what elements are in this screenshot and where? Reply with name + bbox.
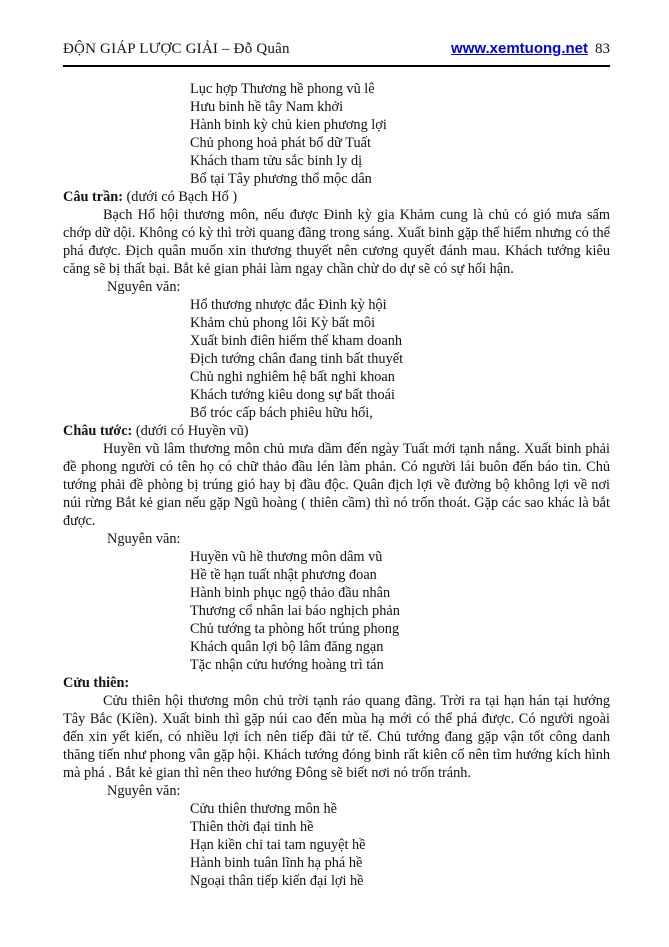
section-verse (190, 548, 610, 674)
verse-line: Chủ tướng ta phòng hốt trúng phong (190, 621, 400, 637)
section-paragraph: Bạch Hổ hội thương môn, nếu được Đinh kỳ gia Khảm cung là chủ có gió mưa sấm chớp dữ dội. Không có kỳ thì trời quang đãng trong sáng. Xuất binh gặp thế hiểm nhưng có thể phá được. Địch quân muốn xin thương thuyết nên cương quyết đánh mau. Khách tướng kiêu căng sẽ bị thất bại. Bắt kẻ gian phải làm ngay chần chừ do dự sẽ có sự hối hận. (63, 207, 610, 277)
verse-line: Chủ nghi nghiêm hệ bất nghi khoan (190, 369, 395, 385)
verse-line: Hành binh kỳ chủ kien phương lợi (190, 117, 387, 133)
section-cuu-thien (63, 674, 610, 890)
verse-line: Xuất binh điên hiểm thế kham doanh (190, 333, 403, 349)
section-label: Cửu thiên: (63, 675, 130, 691)
website-link[interactable]: www.xemtuong.net (451, 40, 588, 57)
section-verse (190, 296, 610, 422)
section-cau-tran (63, 188, 610, 422)
section-chau-tuoc (63, 422, 610, 674)
verse-line: Hạn kiền chi tai tam nguyệt hề (190, 837, 366, 853)
verse-line: Địch tướng chân đang tinh bất thuyết (190, 351, 404, 367)
verse-line: Cửu thiên thương môn hề (190, 801, 337, 817)
section-heading (63, 188, 610, 206)
verse-line: Hề tề hạn tuất nhật phương đoan (190, 567, 377, 583)
verse-line: Bổ tróc cấp bách phiêu hữu hối, (190, 405, 373, 421)
section-label: Châu tước: (63, 423, 133, 439)
nguyen-van-label: Nguyên văn: (107, 531, 181, 547)
intro-verse (190, 80, 610, 188)
verse-line: Thiên thời đại tinh hề (190, 819, 314, 835)
header-divider (63, 65, 610, 67)
verse-line: Bổ tại Tây phương thổ mộc dân (190, 171, 372, 187)
section-label-note: (dưới có Bạch Hổ ) (122, 189, 238, 205)
section-label-note: (dưới có Huyền vũ) (132, 423, 249, 439)
verse-line: Hưu binh hề tây Nam khởi (190, 99, 344, 115)
verse-line: Hành binh phục ngộ thảo đầu nhân (190, 585, 391, 601)
section-heading (63, 422, 610, 440)
nguyen-van-label: Nguyên văn: (107, 783, 181, 799)
section-heading (63, 674, 610, 692)
verse-line: Khảm chủ phong lôi Kỳ bất môi (190, 315, 376, 331)
page-header (63, 40, 610, 58)
verse-line: Khách tham tửu sắc binh ly dị (190, 153, 363, 169)
verse-line: Ngoại thân tiếp kiến đại lợi hề (190, 873, 364, 889)
verse-line: Khách tướng kiêu dong sự bất thoái (190, 387, 395, 403)
section-verse (190, 800, 610, 890)
verse-line: Chủ phong hoả phát bổ dữ Tuất (190, 135, 371, 151)
header-right (451, 40, 610, 58)
nguyen-van-label: Nguyên văn: (107, 279, 181, 295)
page-number: 83 (595, 41, 610, 57)
document-title: ĐỘN GIÁP LƯỢC GIẢI – Đỗ Quân (63, 41, 290, 57)
document-content (63, 80, 610, 890)
verse-line: Hành binh tuân lĩnh hạ phá hề (190, 855, 363, 871)
verse-line: Lục hợp Thương hề phong vũ lê (190, 81, 375, 97)
verse-line: Tặc nhận cửu hướng hoàng trì tán (190, 657, 384, 673)
verse-line: Huyền vũ hề thương môn dâm vũ (190, 549, 383, 565)
verse-line: Khách quân lợi bộ lâm đăng ngạn (190, 639, 384, 655)
section-label: Câu trần: (63, 189, 123, 205)
verse-line: Hổ thương nhược đắc Đinh kỳ hội (190, 297, 387, 313)
verse-line: Thương cổ nhân lai báo nghịch phản (190, 603, 400, 619)
section-paragraph: Huyền vũ lâm thương môn chủ mưa dầm đến ngày Tuất mới tạnh nắng. Xuất binh phải đề phong người có tên họ có chữ thảo đầu lén làm phản. Có người lái buôn đến báo tin. Chủ tướng phải đề phòng bị trúng gió hay bị đầu độc. Quân địch lợi về đường bộ không lợi về nơi núi rừng Bắt kẻ gian nếu gặp Ngũ hoàng ( thiên cầm) thì nó trốn thoát. Gặp các sao khác là bắt được. (63, 441, 610, 529)
section-paragraph: Cửu thiên hội thương môn chủ trời tạnh ráo quang đãng. Trời ra tại hạn hán tại hướng Tây Bắc (Kiền). Xuất binh thì gặp núi cao đến mùa hạ mới có thể phá được. Có người ngoài đến xin yết kiến, có nhiều lợi ích nên tiếp đãi tử tế. Chủ tướng đang gặp vận tốt công danh thăng tiến như phong vân gặp hội. Khách tướng đóng binh rất kiên cố nên tìm hướng kích hình mà phá . Bắt kẻ gian thì nên theo hướng Đông sẽ biết nơi nó trốn tránh. (63, 693, 610, 781)
